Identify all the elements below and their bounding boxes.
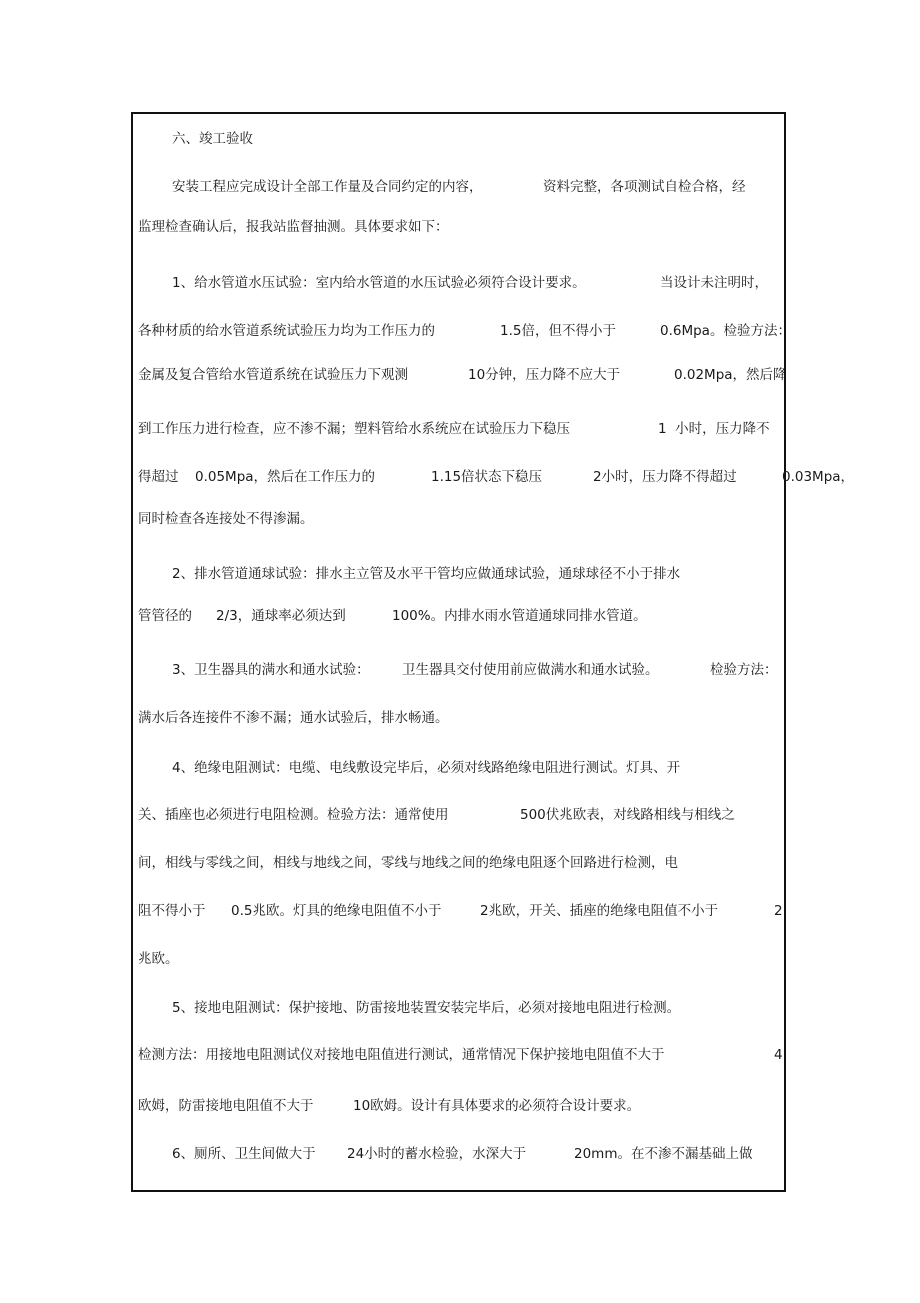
paragraph-4-line: 0.5兆欧。灯具的绝缘电阻值不小于 — [231, 903, 442, 919]
paragraph-6-line: 20mm。在不渗不漏基础上做 — [574, 1146, 753, 1162]
paragraph-4-line: 4、绝缘电阻测试：电缆、电线敷设完毕后，必须对线路绝缘电阻进行测试。灯具、开 — [172, 760, 681, 776]
paragraph-1-line: 各种材质的给水管道系统试验压力均为工作压力的 — [138, 323, 435, 339]
paragraph-4-line: 阻不得小于 — [138, 903, 206, 919]
paragraph-1-line: 10分钟，压力降不应大于 — [468, 367, 621, 383]
intro-line: 资料完整，各项测试自检合格，经 — [543, 179, 746, 195]
section-heading: 六、竣工验收 — [172, 131, 253, 147]
paragraph-5-line: 4 — [774, 1047, 783, 1063]
paragraph-1-line: 金属及复合管给水管道系统在试验压力下观测 — [138, 367, 408, 383]
paragraph-1-line: 1 小时，压力降不 — [658, 421, 770, 437]
paragraph-4-line: 关、插座也必须进行电阻检测。检验方法：通常使用 — [138, 807, 449, 823]
paragraph-3-line: 卫生器具交付使用前应做满水和通水试验。 — [402, 662, 659, 678]
paragraph-1-line: 1.15倍状态下稳压 — [431, 469, 543, 485]
paragraph-1-line: 1.5倍，但不得小于 — [500, 323, 616, 339]
paragraph-5-line: 10欧姆。设计有具体要求的必须符合设计要求。 — [353, 1098, 641, 1114]
paragraph-1-line: 0.02Mpa，然后降 — [674, 367, 787, 383]
paragraph-1-line: 0.6Mpa。检验方法： — [660, 323, 791, 339]
paragraph-4-line: 2 — [774, 903, 783, 919]
paragraph-5-line: 欧姆，防雷接地电阻值不大于 — [138, 1098, 314, 1114]
paragraph-3-line: 3、卫生器具的满水和通水试验： — [172, 662, 370, 678]
paragraph-2-line: 100%。内排水雨水管道通球同排水管道。 — [392, 608, 647, 624]
paragraph-4-line: 兆欧。 — [138, 951, 179, 967]
paragraph-4-line: 间，相线与零线之间，相线与地线之间，零线与地线之间的绝缘电阻逐个回路进行检测，电 — [138, 855, 678, 871]
paragraph-5-line: 检测方法：用接地电阻测试仪对接地电阻值进行测试，通常情况下保护接地电阻值不大于 — [138, 1047, 665, 1063]
paragraph-1-line: 0.05Mpa，然后在工作压力的 — [195, 469, 376, 485]
paragraph-5-line: 5、接地电阻测试：保护接地、防雷接地装置安装完毕后，必须对接地电阻进行检测。 — [172, 1000, 681, 1016]
paragraph-1-line: 1、给水管道水压试验：室内给水管道的水压试验必须符合设计要求。 — [172, 275, 586, 291]
paragraph-2-line: 2/3，通球率必须达到 — [216, 608, 346, 624]
paragraph-6-line: 6、厕所、卫生间做大于 — [172, 1146, 316, 1162]
paragraph-4-line: 2兆欧，开关、插座的绝缘电阻值不小于 — [480, 903, 719, 919]
paragraph-1-line: 同时检查各连接处不得渗漏。 — [138, 511, 314, 527]
paragraph-1-line: 当设计未注明时， — [660, 275, 768, 291]
paragraph-1-line: 2小时，压力降不得超过 — [593, 469, 737, 485]
intro-line: 安装工程应完成设计全部工作量及合同约定的内容， — [172, 179, 483, 195]
paragraph-1-line: 到工作压力进行检查，应不渗不漏；塑料管给水系统应在试验压力下稳压 — [138, 421, 570, 437]
paragraph-3-line: 检验方法： — [710, 662, 778, 678]
intro-line: 监理检查确认后，报我站监督抽测。具体要求如下： — [138, 219, 449, 235]
paragraph-1-line: 0.03Mpa， — [782, 469, 855, 485]
paragraph-4-line: 500伏兆欧表，对线路相线与相线之 — [520, 807, 735, 823]
paragraph-3-line: 满水后各连接件不渗不漏；通水试验后，排水畅通。 — [138, 710, 449, 726]
paragraph-6-line: 24小时的蓄水检验，水深大于 — [347, 1146, 527, 1162]
paragraph-1-line: 得超过 — [138, 469, 179, 485]
paragraph-2-line: 2、排水管道通球试验：排水主立管及水平干管均应做通球试验，通球球径不小于排水 — [172, 566, 681, 582]
paragraph-2-line: 管管径的 — [138, 608, 192, 624]
